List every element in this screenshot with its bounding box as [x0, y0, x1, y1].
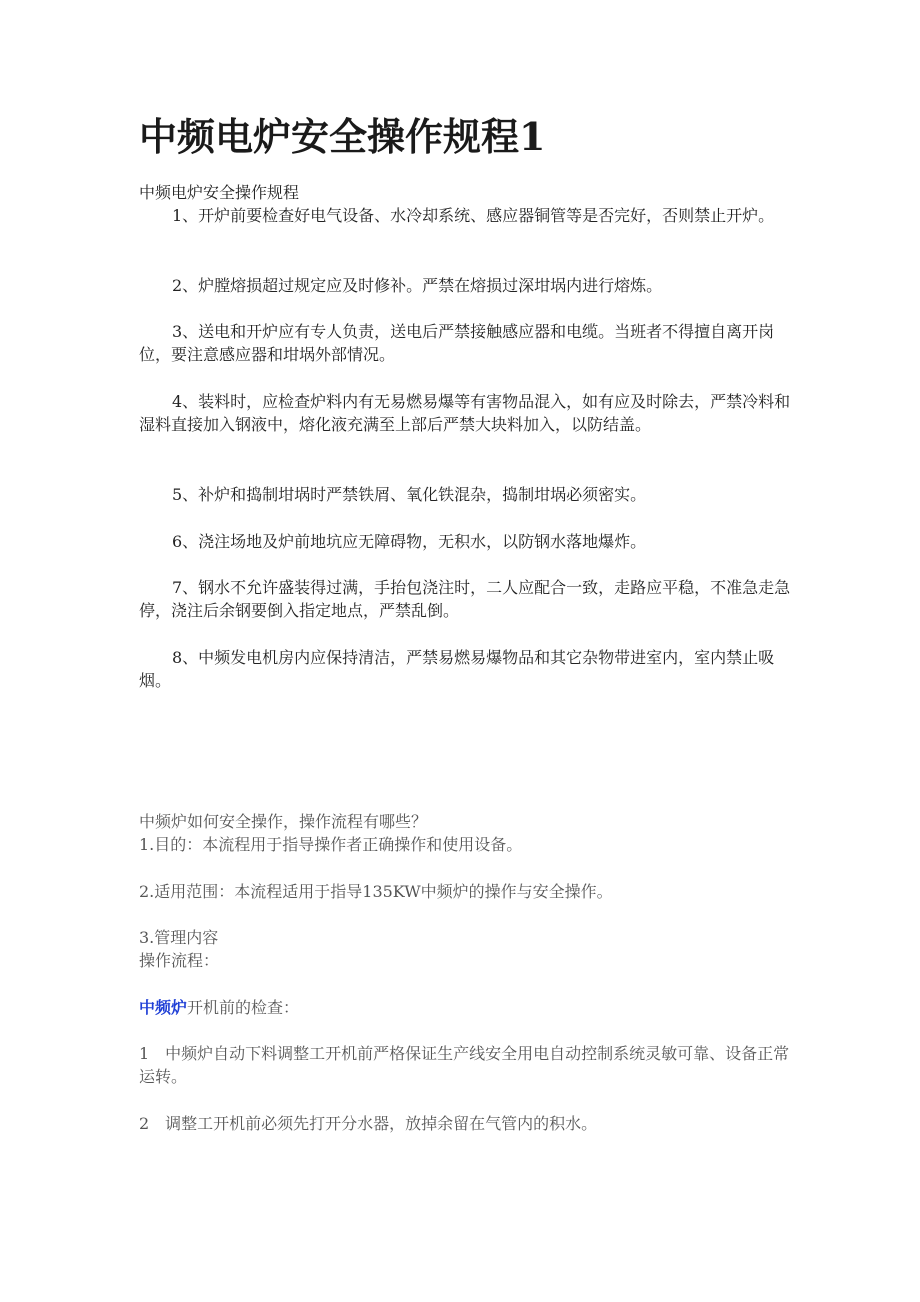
document-title: 中频电炉安全操作规程1	[139, 114, 546, 159]
step-1: 1 中频炉自动下料调整工开机前严格保证生产线安全用电自动控制系统灵敏可靠、设备正常运转。	[139, 1044, 790, 1086]
check-heading	[139, 996, 799, 1019]
rule-item-3: 3、送电和开炉应有专人负责，送电后严禁接触感应器和电缆。当班者不得擅自离开岗位，要注意感应器和坩埚外部情况。	[139, 322, 775, 364]
rule-item-4: 4、装料时，应检查炉料内有无易燃易爆等有害物品混入，如有应及时除去，严禁冷料和湿料直接加入钢液中，熔化液充满至上部后严禁大块料加入，以防结盖。	[139, 392, 791, 434]
scope-text: 2.适用范围：本流程适用于指导135KW中频炉的操作与安全操作。	[139, 882, 613, 901]
rule-item-5: 5、补炉和捣制坩埚时严禁铁屑、氧化铁混杂，捣制坩埚必须密实。	[172, 485, 647, 504]
rule-item-1: 1、开炉前要检查好电气设备、水冷却系统、感应器铜管等是否完好，否则禁止开炉。	[172, 206, 775, 225]
rule-item-2: 2、炉膛熔损超过规定应及时修补。严禁在熔损过深坩埚内进行熔炼。	[172, 276, 663, 295]
content-heading: 3.管理内容	[139, 928, 219, 947]
rule-item-8: 8、中频发电机房内应保持清洁，严禁易燃易爆物品和其它杂物带进室内，室内禁止吸烟。	[139, 648, 775, 690]
keyword-link[interactable]: 中频炉	[139, 998, 188, 1017]
question-heading: 中频炉如何安全操作，操作流程有哪些？	[139, 812, 428, 831]
purpose-text: 1.目的：本流程用于指导操作者正确操作和使用设备。	[139, 835, 523, 854]
section-heading: 中频电炉安全操作规程	[139, 183, 300, 202]
rule-item-6: 6、浇注场地及炉前地坑应无障碍物，无积水，以防钢水落地爆炸。	[172, 532, 647, 551]
check-heading-text: 开机前的检查：	[187, 998, 300, 1017]
step-2: 2 调整工开机前必须先打开分水器，放掉余留在气管内的积水。	[139, 1114, 598, 1133]
rule-item-7: 7、钢水不允许盛装得过满，手抬包浇注时，二人应配合一致，走路应平稳，不准急走急停，浇注后余钢要倒入指定地点，严禁乱倒。	[139, 578, 791, 620]
flow-heading: 操作流程：	[139, 951, 220, 970]
